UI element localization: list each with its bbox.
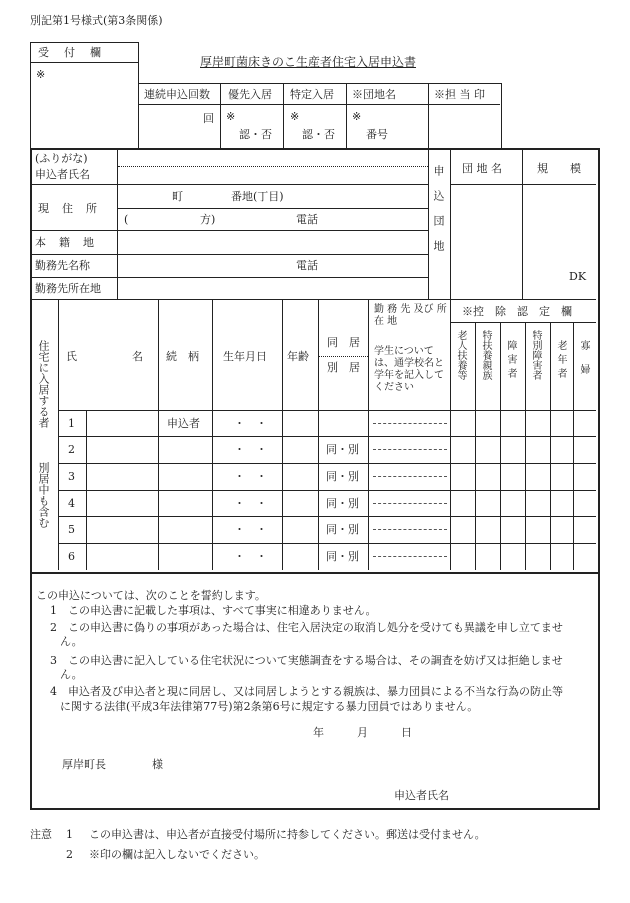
col-live2: 別 居 [327,361,360,374]
header-staff: ※担 当 印 [434,88,485,101]
row-birth: ・ ・ [234,443,267,456]
oath-no: 4 [50,685,57,698]
honseki-label: 本 籍 地 [35,236,95,249]
deduction-widow: 寡婦 [578,340,589,388]
note-no: 1 [66,828,73,841]
deduction-header: ※控 除 認 定 欄 [462,305,572,318]
row-no: 1 [68,417,75,430]
col-name: 氏 名 [66,350,143,363]
row-birth: ・ ・ [234,470,267,483]
size-unit: DK [569,270,587,283]
address-phone: 電話 [296,213,318,226]
reception-mark: ※ [36,68,46,81]
row-live: 同・別 [326,470,359,483]
applicant-name-label: 申込者氏名 [35,168,90,181]
row-birth: ・ ・ [234,417,267,430]
col-relation: 続 柄 [166,350,199,363]
mayor-label: 厚岸町長 [62,758,106,771]
col-work-note: 学生については、通学校名と学年を記入してください [374,346,444,393]
apply-estate-label: 申込団地 [432,165,445,265]
header-special: 特定入居 [290,88,334,101]
row-live: 同・別 [326,550,359,563]
estate-name-header: 団 地 名 [462,162,502,175]
special-mark: ※ [290,110,300,123]
deduction-special-disabled: 特別障害者 [530,330,541,380]
deduction-disabled: 障害者 [505,340,516,382]
row-birth: ・ ・ [234,497,267,510]
row-live: 同・別 [326,443,359,456]
row-live: 同・別 [326,523,359,536]
furigana-label: (ふりがな) [35,152,88,165]
mayor-sama: 様 [152,758,163,771]
work-phone: 電話 [296,259,318,272]
estate-mark: ※ [352,110,362,123]
oath-no: 2 [50,621,57,634]
oath-cont: ん。 [60,668,83,681]
note-no: 2 [66,848,73,861]
row-birth: ・ ・ [234,523,267,536]
row-birth: ・ ・ [234,550,267,563]
work-address-label: 勤務先所在地 [35,282,101,295]
oath-cont: ん。 [60,635,83,648]
signature-label: 申込者氏名 [394,789,449,802]
col-live: 同 居 [327,336,360,349]
header-estate: ※団地名 [352,88,396,101]
address-kata: 方) [200,213,216,226]
note-text: ※印の欄は記入しないでください。 [89,848,265,861]
oath-no: 1 [50,604,57,617]
form-label: 別記第1号様式(第3条関係) [30,14,163,27]
row-no: 6 [68,550,75,563]
deduction-elderly: 老人扶養等 [455,330,466,380]
row-relation: 申込者 [167,417,200,430]
form-title: 厚岸町菌床きのこ生産者住宅入居申込書 [200,55,417,69]
reception-label: 受 付 欄 [38,46,103,59]
row-no: 5 [68,523,75,536]
note-text: この申込書は、申込者が直接受付場所に持参してください。郵送は受付ません。 [89,828,486,841]
col-work: 勤 務 先 及び 所 在 地 [374,304,447,327]
deduction-aged: 老年者 [555,340,566,382]
row-no: 4 [68,497,75,510]
oath-cont: に関する法律(平成3年法律第77号)第2条第6号に規定する暴力団員ではありません。 [60,700,479,713]
estate-number: 番号 [366,128,388,141]
address-paren: ( [124,213,129,226]
oath-date: 年 月 日 [313,726,412,739]
notes-label: 注意 [30,828,52,841]
deduction-special-dependent: 特扶養親族 [480,330,491,380]
oath-no: 3 [50,654,57,667]
address-town: 町 [172,190,183,203]
address-banchi: 番地(丁目) [231,190,284,203]
header-count: 連続申込回数 [144,88,210,101]
row-no: 2 [68,443,75,456]
oath-text: この申込書に記入している住宅状況について実態調査をする場合は、その調査を妨げ又は拒絶しませ [68,654,563,667]
priority-mark: ※ [226,110,236,123]
residents-side-label: 住宅に入居する者 [37,340,50,428]
count-unit: 回 [203,112,214,125]
col-age: 年齢 [287,350,309,363]
oath-text: この申込書に記載した事項は、すべて事実に相違ありません。 [68,604,377,617]
oath-intro: この申込については、次のことを誓約します。 [36,589,266,602]
priority-choice: 認・否 [239,128,272,141]
row-live: 同・別 [326,497,359,510]
oath-text: この申込書に偽りの事項があった場合は、住宅入居決定の取消し処分を受けても異議を申し立てませ [68,621,563,634]
estate-size-header: 規 模 [537,162,581,175]
header-priority: 優先入居 [228,88,272,101]
row-no: 3 [68,470,75,483]
col-birth: 生年月日 [223,350,267,363]
oath-text: 申込者及び申込者と現に同居し、又は同居しようとする親族は、暴力団員による不当な行為の防止等 [68,685,563,698]
address-label: 現 住 所 [38,202,98,215]
residents-side-sub: 別居中も含む [37,462,50,528]
work-label: 勤務先名称 [35,259,90,272]
special-choice: 認・否 [302,128,335,141]
